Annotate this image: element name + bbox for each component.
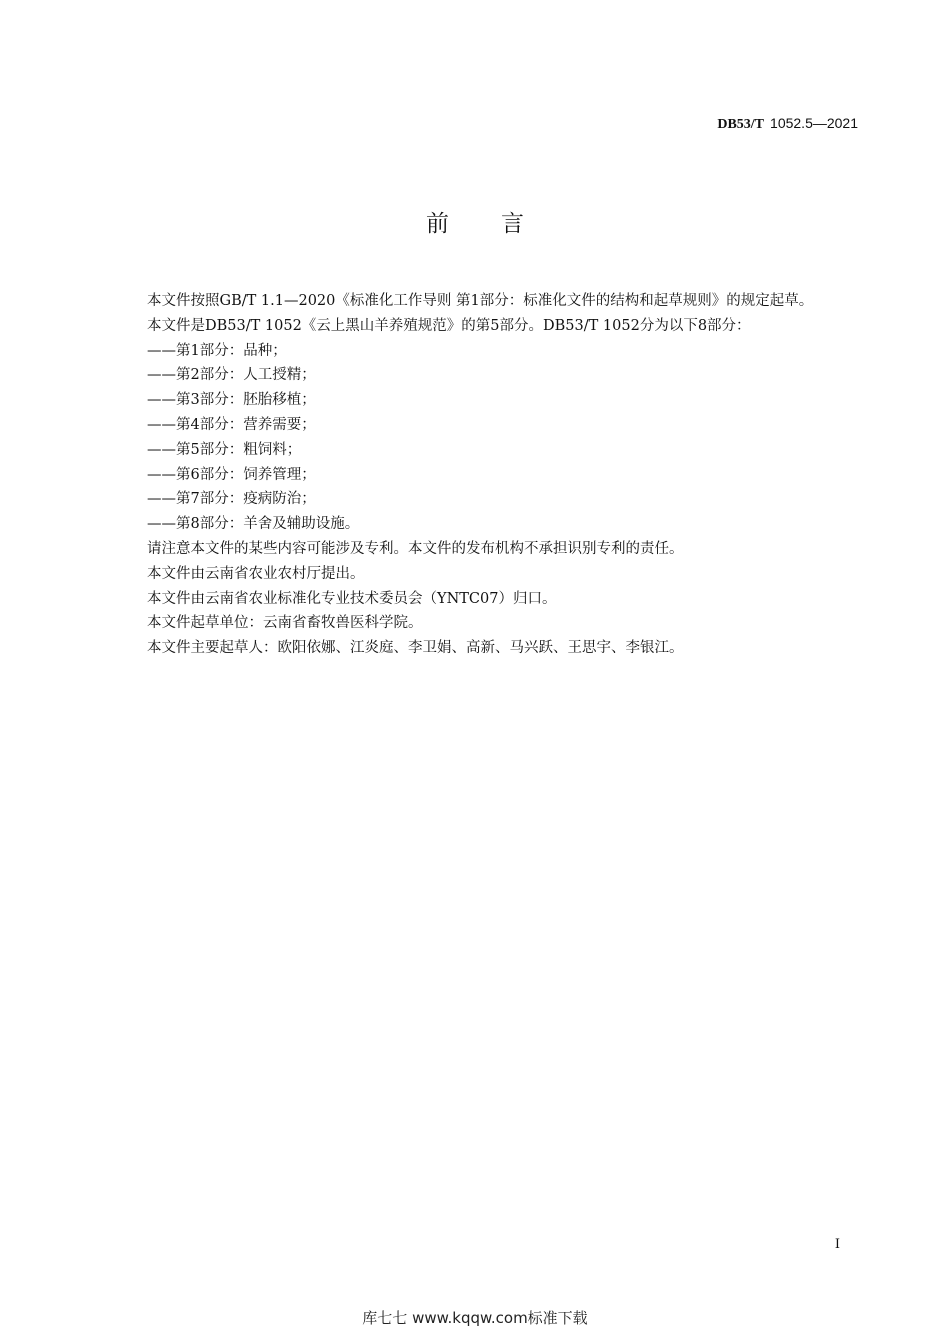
standard-prefix: DB53/T xyxy=(717,117,765,132)
standard-code xyxy=(717,115,858,133)
list-item-part-8: ——第8部分：羊舍及辅助设施。 xyxy=(147,516,360,533)
page-title: 前言 xyxy=(426,211,576,237)
footer-watermark: 库七七 www.kqqw.com标准下载 xyxy=(362,1309,588,1327)
paragraph-patent-notice: 请注意本文件的某些内容可能涉及专利。本文件的发布机构不承担识别专利的责任。 xyxy=(147,540,684,557)
paragraph-proposer: 本文件由云南省农业农村厅提出。 xyxy=(147,565,365,582)
list-item-part-3: ——第3部分：胚胎移植； xyxy=(147,392,316,409)
list-item-part-5: ——第5部分：粗饲料； xyxy=(147,441,302,458)
paragraph-drafting-rules: 本文件按照GB/T 1.1—2020《标准化工作导则 第1部分：标准化文件的结构和起草规则》的规定起草。 xyxy=(147,293,814,309)
list-item-part-4: ——第4部分：营养需要； xyxy=(147,416,316,433)
list-item-part-1: ——第1部分：品种； xyxy=(147,342,287,359)
paragraph-series-intro: 本文件是DB53/T 1052《云上黑山羊养殖规范》的第5部分。DB53/T 1052分为以下8部分： xyxy=(147,317,751,334)
page-number: I xyxy=(834,1237,840,1252)
list-item-part-2: ——第2部分：人工授精； xyxy=(147,367,316,384)
paragraph-technical-committee: 本文件由云南省农业标准化专业技术委员会（YNTC07）归口。 xyxy=(147,590,557,607)
paragraph-drafters: 本文件主要起草人：欧阳依娜、江炎庭、李卫娟、高新、马兴跃、王思宇、李银江。 xyxy=(147,640,684,657)
foreword-body xyxy=(114,289,860,661)
list-item-part-7: ——第7部分：疫病防治； xyxy=(147,491,316,508)
paragraph-drafting-unit: 本文件起草单位：云南省畜牧兽医科学院。 xyxy=(147,615,423,632)
list-item-part-6: ——第6部分：饲养管理； xyxy=(147,466,316,483)
standard-number: 1052.5—2021 xyxy=(770,115,858,131)
